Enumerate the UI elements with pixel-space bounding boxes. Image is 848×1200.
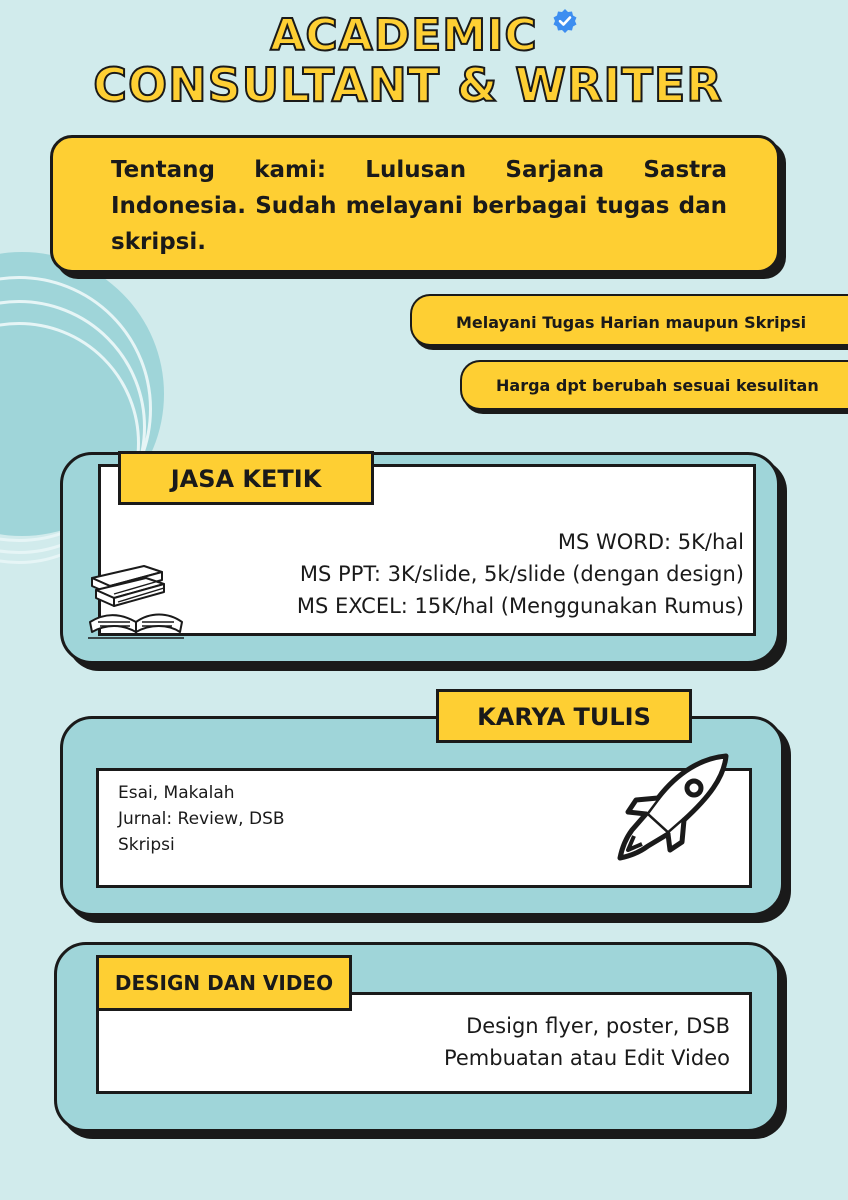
price-item: MS EXCEL: 15K/hal (Menggunakan Rumus) <box>296 594 744 618</box>
about-text: Tentang kami: Lulusan Sarjana Sastra Indonesia. Sudah melayani berbagai tugas dan skripsi. <box>111 157 727 255</box>
service-item: Skripsi <box>118 835 175 855</box>
price-item: MS WORD: 5K/hal <box>557 530 744 554</box>
books-icon <box>84 556 188 648</box>
price-item: MS PPT: 3K/slide, 5k/slide (dengan design) <box>299 562 744 586</box>
highlight-pill: Harga dpt berubah sesuai kesulitan <box>460 360 848 410</box>
page-title-line2: CONSULTANT & WRITER <box>93 58 723 112</box>
highlight-pill: Melayani Tugas Harian maupun Skripsi <box>410 294 848 346</box>
service-list <box>444 1010 730 1074</box>
service-item: Pembuatan atau Edit Video <box>443 1046 730 1070</box>
service-item: Jurnal: Review, DSB <box>118 809 285 829</box>
verified-badge-icon <box>552 8 578 34</box>
service-item: Design flyer, poster, DSB <box>466 1014 730 1038</box>
section-title-design-dan-video: DESIGN DAN VIDEO <box>96 955 352 1011</box>
section-title-karya-tulis: KARYA TULIS <box>436 689 692 743</box>
price-list <box>297 526 744 622</box>
service-item: Esai, Makalah <box>118 783 235 803</box>
service-list <box>118 780 285 858</box>
about-card <box>50 135 780 273</box>
section-title-jasa-ketik: JASA KETIK <box>118 451 374 505</box>
page-title-line1: ACADEMIC <box>270 10 538 61</box>
rocket-icon <box>606 752 732 864</box>
